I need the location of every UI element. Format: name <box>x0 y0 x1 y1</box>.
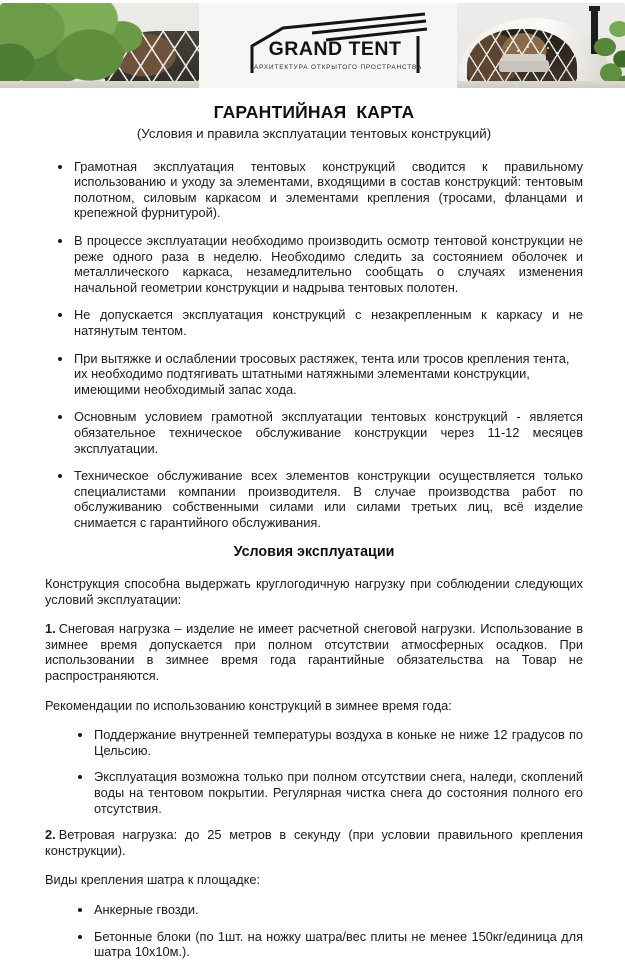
anchoring-item: • Бетонные блоки (по 1шт. на ножку шатра/вес плиты не менее 150кг/единица для шатра 10х10м.). <box>93 929 583 960</box>
rule-item: • Основным условием грамотной эксплуатации тентовых конструкций - является обязательное техническое обслуживание конструкции через 11-12 месяцев эксплуатации. <box>73 409 583 456</box>
brand-tagline: АРХИТЕКТУРА ОТКРЫТОГО ПРОСТРАНСТВА <box>254 63 422 71</box>
item-text: Снеговая нагрузка – изделие не имеет расчетной снеговой нагрузки. Использование в зимнее время допускается при полном отсутствии атмосферных осадков. При использовании в зимнее время года гарантийные обязательства на Товар не распространяются. <box>45 621 583 684</box>
rule-item: • Техническое обслуживание всех элементов конструкции осуществляется только специалистами компании производителя. В случае производства работ по обслуживанию собственными силами или силами третьих лиц, всё изделие снимается с гарантийного обслуживания. <box>73 468 583 530</box>
intro-paragraph: Конструкция способна выдержать круглогодичную нагрузку при соблюдении следующих условий эксплуатации: <box>45 576 583 607</box>
recommendation-item: • Поддержание внутренней температуры воздуха в коньке не ниже 12 градусов по Цельсию. <box>93 727 583 758</box>
section-heading: Условия эксплуатации <box>233 544 395 561</box>
page-subtitle: (Условия и правила эксплуатации тентовых конструкций) <box>136 126 492 141</box>
warranty-card-page <box>0 3 625 960</box>
rule-item: • Не допускается эксплуатация конструкций с незакрепленным к каркасу и не натянутым тентом. <box>73 307 583 338</box>
brand-name: GRAND TENT <box>268 37 402 60</box>
string-lights-image <box>507 47 509 49</box>
logo-box <box>228 9 428 83</box>
anchoring-label: Виды крепления шатра к площадке: <box>45 872 261 888</box>
brand-logo <box>199 3 457 88</box>
document-body <box>0 88 625 960</box>
winter-recommendations-list <box>45 727 583 816</box>
wind-load-paragraph <box>45 827 583 858</box>
rules-list <box>45 159 583 531</box>
header-photo-right <box>457 3 625 88</box>
header-photo-left <box>0 3 199 88</box>
rule-item: • В процессе эксплуатации необходимо производить осмотр тентовой конструкции не реже одного раза в неделю. Необходимо следить за состоянием оболочек и металлического каркаса, незамедлительно сообщать о случаях изменения начальной геометрии конструкции и надрыва тентовых полотен. <box>73 233 583 295</box>
sofa-image <box>499 60 549 72</box>
rule-item: • Грамотная эксплуатация тентовых конструкций сводится к правильному использованию и уходу за элементами, входящими в состав конструкций: тентовым полотном, силовым каркасом и элементами крепления (тросами, фланцами и крепежной фурнитурой). <box>73 159 583 221</box>
header-banner <box>0 3 625 88</box>
item-number: 2. <box>45 827 56 843</box>
item-text: Ветровая нагрузка: до 25 метров в секунду (при условии правильного крепления конструкции). <box>45 827 583 858</box>
recommendation-item: • Эксплуатация возможна только при полном отсутствии снега, наледи, скоплений воды на тентовом покрытии. Регулярная чистка снега до состояния полного его отсутствия. <box>93 769 583 816</box>
item-number: 1. <box>45 621 56 637</box>
winter-recommendations-label: Рекомендации по использованию конструкций в зимнее время года: <box>45 697 452 713</box>
page-title: ГАРАНТИЙНАЯ КАРТА <box>213 102 415 122</box>
plant-image <box>593 13 625 88</box>
snow-load-paragraph <box>45 621 583 683</box>
rule-item: • При вытяжке и ослаблении тросовых растяжек, тента или тросов крепления тента, их необходимо подтягивать штатными натяжными элементами конструкции, имеющими необходимый запас хода. <box>73 351 583 398</box>
anchoring-types-list <box>45 902 583 960</box>
anchoring-item: • Анкерные гвозди. <box>93 902 583 918</box>
tree-image <box>0 3 142 85</box>
